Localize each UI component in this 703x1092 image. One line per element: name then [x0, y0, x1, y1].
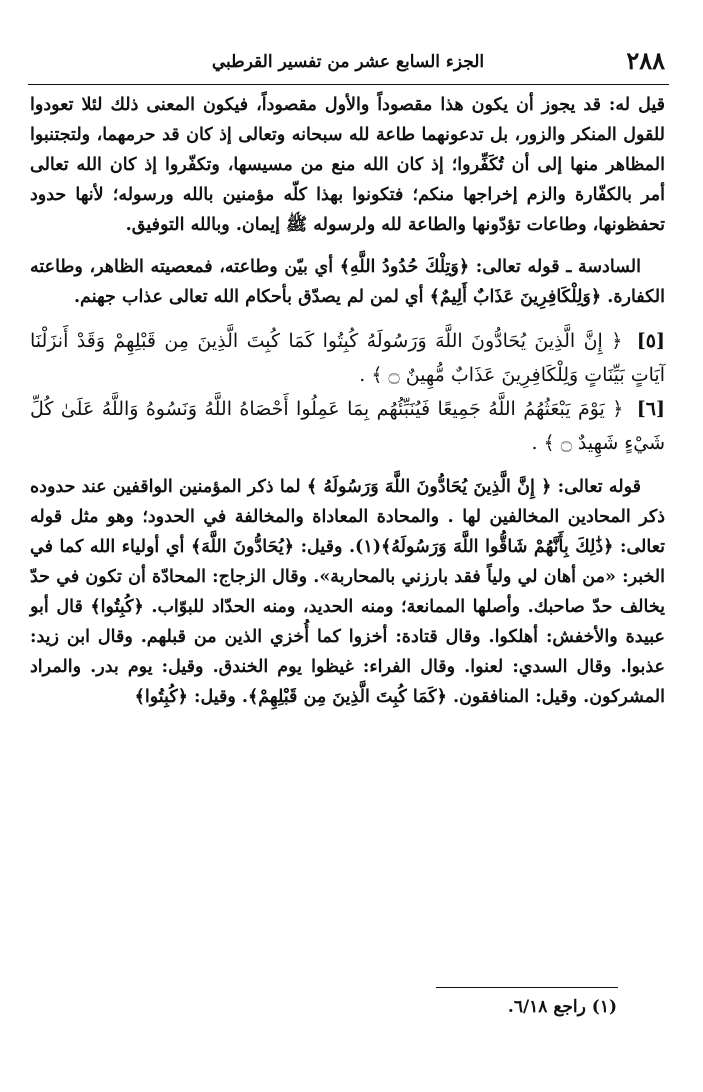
- verse-number: [٥]: [636, 330, 665, 352]
- verse-number: [٦]: [636, 398, 666, 420]
- verse-5: [30, 324, 665, 392]
- page-body: [30, 90, 665, 712]
- paragraph-answer: قيل له: قد يجوز أن يكون هذا مقصوداً والأول مقصوداً، فيكون المعنى ذلك لئلا تعودوا للقول المنكر والزور، بل تدعونهما طاعة لله سبحانه وتعالى إذ كان قد حرمهما، ولتجتنبوا المظاهر منها إلى أن تُكَفِّروا؛ إذ كان الله منع من مسيسها، وتكفّروا إذ كان الله تعالى أمر بالكفّارة والزم إخراجها منكم؛ فتكونوا بهذا كلّه مؤمنين بالله ورسوله؛ لأنها حدود تحفظونها، وطاعات تؤدّونها والطاعة لله ولرسوله ﷺ إيمان. وبالله التوفيق.: [30, 95, 665, 235]
- running-title: الجزء السابع عشر من تفسير القرطبي: [211, 52, 485, 72]
- page-number: ٢٨٨: [626, 46, 665, 75]
- verse-text: ﴿ يَوْمَ يَبْعَثُهُمُ اللَّهُ جَمِيعًا فَيُنَبِّئُهُم بِمَا عَمِلُوا أَحْصَاهُ اللَّهُ وَنَسُوهُ وَاللَّهُ عَلَىٰ كُلِّ شَيْءٍ شَهِيدٌ ۝ ﴾ .: [30, 398, 665, 454]
- footnote-divider: [436, 987, 618, 988]
- page-header: [28, 44, 669, 85]
- paragraph-commentary: قوله تعالى: ﴿ إِنَّ الَّذِينَ يُحَادُّونَ اللَّهَ وَرَسُولَهُ ﴾ لما ذكر المؤمنين الواقفين عند حدوده ذكر المحادين المخالفين لها . والمحادة المعاداة والمخالفة في الحدود؛ وهو مثل قوله تعالى: ﴿ذَٰلِكَ بِأَنَّهُمْ شَاقُّوا اللَّهَ وَرَسُولَهُ﴾(١). وقيل: ﴿يُحَادُّونَ اللَّهَ﴾ أي أولياء الله كما في الخبر: «من أهان لي ولياً فقد بارزني بالمحاربة». وقال الزجاج: المحادّة أن تكون في حدّ يخالف حدّ صاحبك. وأصلها الممانعة؛ ومنه الحديد، ومنه الحدّاد للبوّاب. ﴿كُبِتُوا﴾ قال أبو عبيدة والأخفش: أهلكوا. وقال قتادة: أخزوا كما أُخزي الذين من قبلهم. وقال ابن زيد: عذبوا. وقال السدي: لعنوا. وقال الفراء: غيظوا يوم الخندق. وقيل: يوم بدر. والمراد المشركون. وقيل: المنافقون. ﴿كَمَا كُبِتَ الَّذِينَ مِن قَبْلِهِمْ﴾. وقيل: ﴿كُبِتُوا﴾: [30, 477, 666, 707]
- verse-text: ﴿ إِنَّ الَّذِينَ يُحَادُّونَ اللَّهَ وَرَسُولَهُ كُبِتُوا كَمَا كُبِتَ الَّذِينَ مِن قَبْلِهِمْ وَقَدْ أَنزَلْنَا آيَاتٍ بَيِّنَاتٍ وَلِلْكَافِرِينَ عَذَابٌ مُّهِينٌ ۝ ﴾ .: [30, 330, 665, 386]
- footnote: (١) راجع ٦/١٨.: [507, 997, 617, 1017]
- paragraph-sixth-issue: السادسة ـ قوله تعالى: ﴿وَتِلْكَ حُدُودُ اللَّهِ﴾ أي بيّن وطاعته، فمعصيته الظاهر، وطاعته الكفارة. ﴿وَلِلْكَافِرِينَ عَذَابٌ أَلِيمٌ﴾ أي لمن لم يصدّق بأحكام الله تعالى عذاب جهنم.: [30, 257, 665, 307]
- verse-6: [30, 392, 665, 460]
